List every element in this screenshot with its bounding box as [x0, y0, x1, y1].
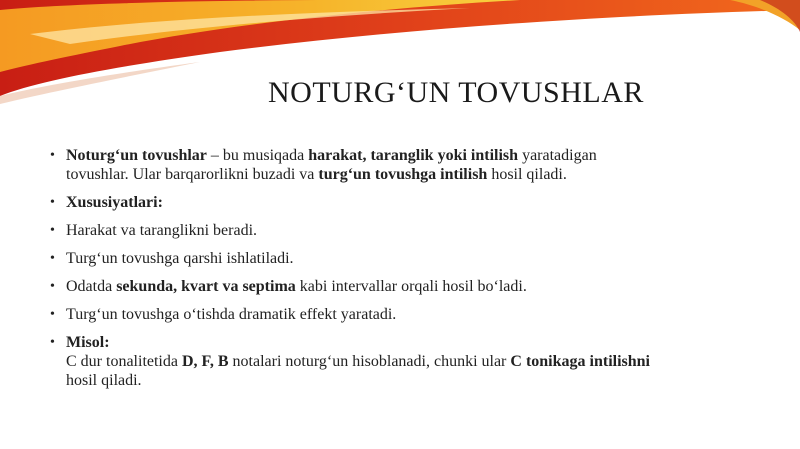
slide-title: NOTURG‘UN TOVUSHLAR: [268, 76, 644, 109]
text-span: hosil qiladi.: [66, 372, 142, 389]
text-span: yaratadigan: [518, 147, 597, 164]
text-span: tovushlar. Ular barqarorlikni buzadi va: [66, 166, 319, 183]
bullet-icon: •: [50, 335, 55, 350]
text-span: hosil qiladi.: [487, 166, 567, 183]
bold-text: C tonikaga intilishni: [510, 353, 650, 370]
bullet-icon: •: [50, 279, 55, 294]
text-span: Harakat va taranglikni beradi.: [66, 222, 258, 239]
item-line: [66, 146, 748, 165]
list-item: [48, 193, 748, 212]
bold-text: turg‘un tovushga intilish: [318, 166, 488, 183]
list-item: [48, 277, 748, 296]
bold-text: harakat, taranglik yoki intilish: [308, 147, 519, 164]
list-item: [48, 333, 748, 390]
list-item: [48, 146, 748, 184]
bullet-list: [48, 146, 748, 399]
text-span: Turg‘un tovushga qarshi ishlatiladi.: [66, 250, 294, 267]
bold-text: D, F, B: [181, 353, 229, 370]
text-span: – bu musiqada: [206, 147, 309, 164]
item-line: [66, 165, 748, 184]
bold-text: Noturg‘un tovushlar: [66, 147, 207, 164]
bullet-icon: •: [50, 195, 55, 210]
list-item: [48, 305, 748, 324]
list-item: [48, 221, 748, 240]
bold-text: Misol:: [66, 334, 110, 351]
bullet-icon: •: [50, 307, 55, 322]
item-line: [66, 333, 748, 352]
text-span: Odatda: [66, 278, 117, 295]
bullet-icon: •: [50, 223, 55, 238]
text-span: notalari noturg‘un hisoblanadi, chunki ular: [228, 353, 511, 370]
item-line: [66, 371, 748, 390]
bullet-icon: •: [50, 251, 55, 266]
bold-text: Xususiyatlari:: [66, 194, 163, 211]
bold-text: sekunda, kvart va septima: [116, 278, 296, 295]
bullet-icon: •: [50, 148, 55, 163]
text-span: kabi intervallar orqali hosil bo‘ladi.: [295, 278, 527, 295]
item-line: [66, 352, 748, 371]
text-span: Turg‘un tovushga o‘tishda dramatik effekt yaratadi.: [66, 306, 397, 323]
list-item: [48, 249, 748, 268]
text-span: C dur tonalitetida: [66, 353, 182, 370]
